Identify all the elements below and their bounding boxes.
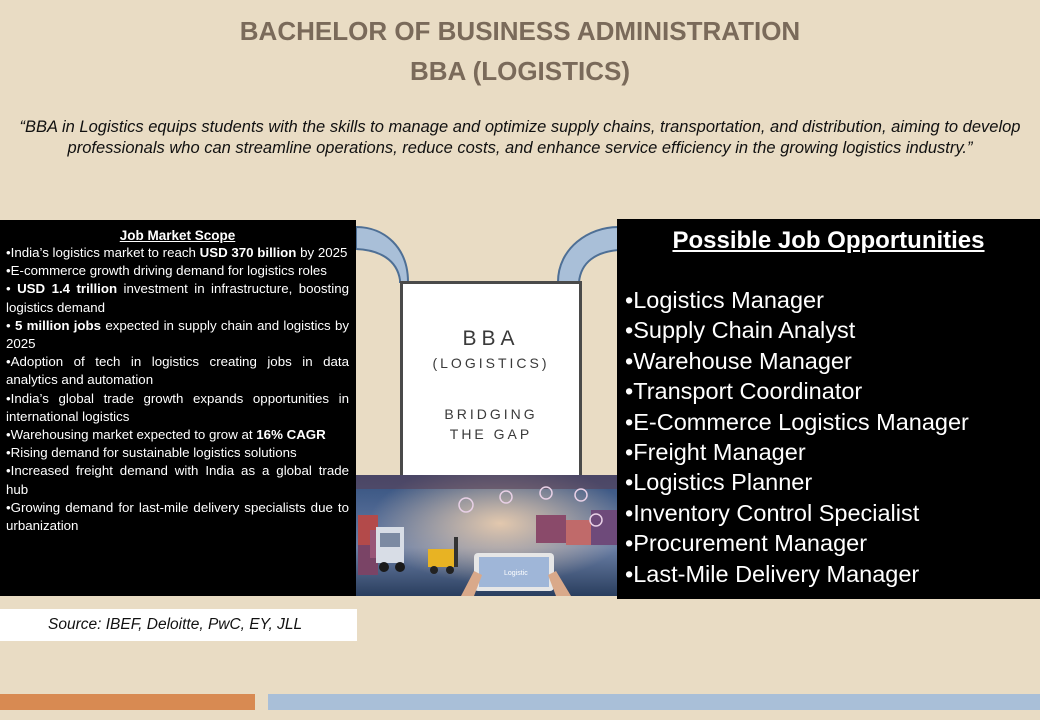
center-logistics: (LOGISTICS)	[432, 355, 550, 371]
job-market-item	[6, 262, 349, 280]
job-market-item	[6, 280, 349, 316]
center-bridging: BRIDGING	[444, 406, 538, 422]
logistics-photo	[356, 475, 618, 596]
opportunity-item: •Inventory Control Specialist	[625, 499, 920, 526]
opportunity-item: •Last-Mile Delivery Manager	[625, 560, 920, 587]
opportunity-item: •Warehouse Manager	[625, 347, 852, 374]
footer-bar-blue	[268, 694, 1040, 710]
opportunity-item: •Freight Manager	[625, 439, 806, 466]
source-note: Source: IBEF, Deloitte, PwC, EY, JLL	[0, 609, 357, 641]
opportunity-item: •E-Commerce Logistics Manager	[625, 408, 969, 435]
job-market-item-highlight: 16% CAGR	[256, 427, 326, 443]
job-market-item	[6, 317, 349, 353]
job-market-item-highlight: USD 1.4 trillion	[17, 281, 118, 297]
center-the-gap: THE GAP	[449, 426, 533, 442]
job-market-item	[6, 244, 349, 262]
job-market-list	[6, 244, 349, 535]
job-market-item-text: •Warehousing market expected to grow at	[6, 427, 257, 443]
job-market-item-text: •Increased freight demand with India as a global trade hub	[6, 463, 349, 497]
job-market-item-highlight: 5 million jobs	[14, 317, 102, 333]
job-market-item-text: •Adoption of tech in logistics creating jobs in data analytics and automation	[6, 354, 349, 388]
page-title: BACHELOR OF BUSINESS ADMINISTRATION	[239, 16, 801, 46]
job-market-panel	[0, 220, 356, 596]
right-curve-arrow	[558, 227, 618, 282]
job-market-item-text: •E-commerce growth driving demand for logistics roles	[6, 263, 327, 279]
job-market-item-text: •Growing demand for last-mile delivery specialists due to urbanization	[6, 499, 349, 534]
opportunities-list	[625, 285, 1040, 589]
job-market-item-text: expected in supply chain and logistics by 2025	[6, 317, 350, 352]
job-market-item-text: •Rising demand for sustainable logistics solutions	[6, 445, 297, 461]
job-market-item	[6, 444, 349, 462]
job-market-item	[6, 426, 349, 444]
job-market-item-text: •	[6, 317, 15, 333]
job-market-item	[6, 462, 349, 498]
opportunities-panel	[617, 219, 1040, 599]
left-curve-arrow	[356, 227, 408, 282]
opportunity-item: •Supply Chain Analyst	[625, 317, 856, 344]
job-market-item	[6, 353, 349, 389]
job-market-item-highlight: USD 370 billion	[199, 245, 297, 260]
job-market-item-text: investment in infrastructure, boosting logistics demand	[6, 281, 349, 315]
job-market-item-text: by 2025	[296, 245, 348, 260]
tablet-text: Logistic	[504, 570, 528, 577]
job-market-item-text: •India’s logistics market to reach	[6, 245, 200, 260]
job-market-heading: Job Market Scope	[119, 228, 236, 243]
opportunity-item: •Logistics Planner	[625, 469, 813, 496]
opportunity-item: •Procurement Manager	[625, 530, 868, 557]
footer-bar-orange	[0, 694, 255, 710]
opportunities-heading: Possible Job Opportunities	[672, 227, 985, 254]
opportunity-item: •Transport Coordinator	[625, 378, 863, 405]
job-market-item-text: •	[6, 281, 18, 297]
center-bba: BBA	[462, 327, 520, 350]
job-market-item	[6, 390, 349, 426]
page-subtitle: BBA (LOGISTICS)	[409, 56, 631, 86]
center-box	[400, 281, 582, 486]
opportunity-item: •Logistics Manager	[625, 287, 824, 313]
intro-quote: “BBA in Logistics equips students with the skills to manage and optimize supply chains, transportation, and distribution, aiming to develop professionals who can streamline operations, reduce costs, and enhance service efficiency in the growing logistics industry.”	[19, 118, 1021, 157]
job-market-item	[6, 499, 349, 535]
job-market-item-text: •India’s global trade growth expands opportunities in international logistics	[6, 390, 349, 424]
